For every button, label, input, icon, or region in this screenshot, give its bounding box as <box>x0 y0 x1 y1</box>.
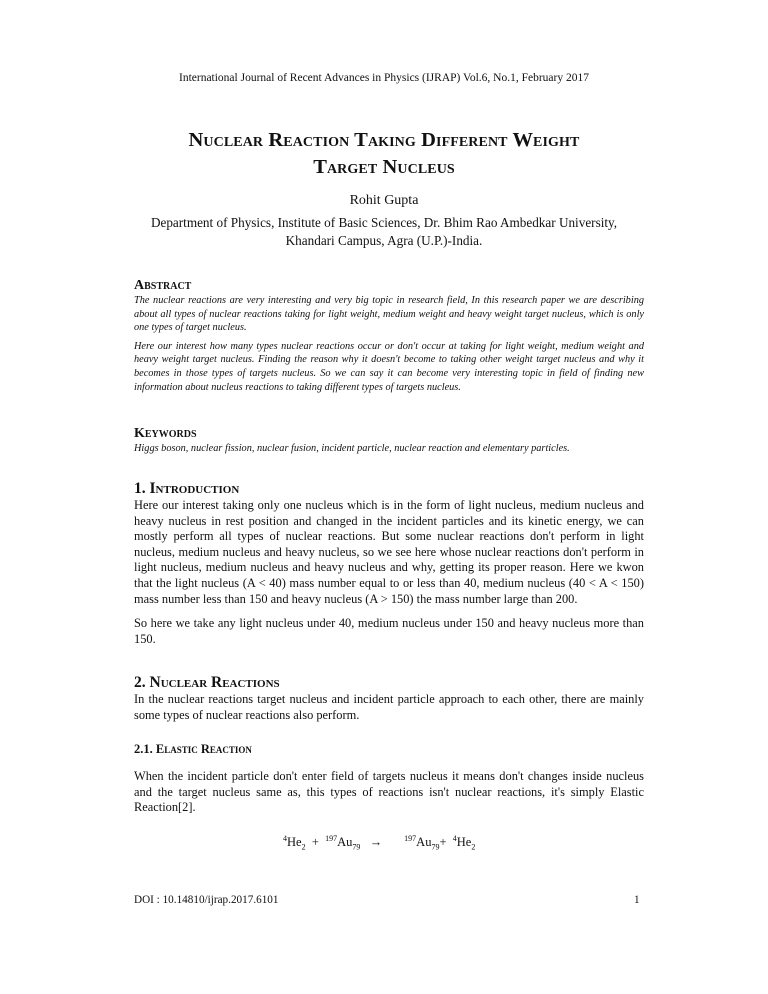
nuclear-reactions-paragraph: In the nuclear reactions target nucleus and incident particle approach to each other, there are mainly some types of nuclear reactions also perform. <box>134 692 644 722</box>
elastic-reaction-heading: 2.1. Elastic Reaction <box>134 742 252 756</box>
keywords-heading: Keywords <box>134 426 197 441</box>
abstract-section <box>134 278 644 399</box>
he-product-mass-number: 4 <box>452 834 457 843</box>
au-mass-number: 197 <box>325 834 338 843</box>
introduction-paragraph-1: Here our interest taking only one nucleus which is in the form of light nucleus, medium nucleus and heavy nucleus in rest position and changed in the incident particles and its kinetic energy, we can mostly perform all types of nuclear reactions. But some nuclear reactions don't perform in light nucleus, medium nucleus and heavy nucleus, so we see here whose nuclear reactions don't perform in light nucleus, medium nucleus and heavy nucleus and why, getting its proper reason. Here we kwon that the light nucleus (A < 40) mass number equal to or less than 40, medium nucleus (40 < A < 150) mass number less than 150 and heavy nucleus (A > 150) the mass number large than 200. <box>134 498 644 606</box>
he-mass-number: 4 <box>283 834 287 843</box>
au-atomic-number: 79 <box>352 842 361 852</box>
plus-sign-2: + <box>439 835 447 850</box>
au-symbol: Au <box>337 835 353 850</box>
page-number: 1 <box>634 894 640 906</box>
affiliation <box>130 214 638 249</box>
au-product-mass-number: 197 <box>404 834 417 843</box>
title-line-1: Nuclear Reaction Taking Different Weight <box>188 129 580 151</box>
he-atomic-number: 2 <box>301 842 306 852</box>
title-line-2: Target Nucleus <box>313 156 455 178</box>
abstract-heading: Abstract <box>134 278 192 293</box>
introduction-heading: 1. Introduction <box>134 480 240 497</box>
affiliation-line-1: Department of Physics, Institute of Basic Sciences, Dr. Bhim Rao Ambedkar University, <box>150 215 618 230</box>
he-symbol: He <box>287 835 302 850</box>
plus-sign: + <box>311 835 319 850</box>
elastic-reaction-section <box>134 742 644 825</box>
keywords-text: Higgs boson, nuclear fission, nuclear fusion, incident particle, nuclear reaction and elementary particles. <box>134 443 570 454</box>
author-name: Rohit Gupta <box>349 193 419 208</box>
he-product-atomic-number: 2 <box>471 842 476 852</box>
abstract-paragraph-1: The nuclear reactions are very interesting and very big topic in research field, In this research paper we are describing about all types of nuclear reactions taking for light weight, medium weight and heavy weight target nucleus, which is only one types of target nucleus. <box>134 295 644 334</box>
nuclear-reactions-heading: 2. Nuclear Reactions <box>134 674 280 691</box>
au-product-atomic-number: 79 <box>431 842 440 852</box>
reaction-equation <box>283 834 475 852</box>
he-product-symbol: He <box>456 835 472 850</box>
keywords-section <box>134 426 644 461</box>
affiliation-line-2: Khandari Campus, Agra (U.P.)-India. <box>285 232 483 248</box>
nuclear-reactions-section <box>134 674 644 732</box>
abstract-paragraph-2: Here our interest how many types nuclear reactions occur or don't occur at taking for light weight, medium weight and heavy weight target nucleus. Finding the reason why it doesn't become to taking other weight target nucleus and why it becomes in those types of targets nucleus. So we can say it can become very interesting topic in field of finding new information about nucleus reactions to taking different types of targets nucleus. <box>134 340 644 393</box>
paper-title <box>100 127 668 181</box>
elastic-reaction-paragraph: When the incident particle don't enter field of targets nucleus it means don't changes inside nucleus and the target nucleus same as, this types of reactions isn't nuclear reactions, it's simply Elastic Reaction[2]. <box>134 769 644 815</box>
doi-footer: DOI : 10.14810/ijrap.2017.6101 <box>134 894 279 906</box>
introduction-paragraph-2: So here we take any light nucleus under 40, medium nucleus under 150 and heavy nucleus more than 150. <box>134 616 644 646</box>
running-header: International Journal of Recent Advances in Physics (IJRAP) Vol.6, No.1, February 2017 <box>178 72 589 84</box>
introduction-section <box>134 480 644 656</box>
reaction-arrow: → <box>369 835 383 850</box>
au-product-symbol: Au <box>416 835 432 850</box>
